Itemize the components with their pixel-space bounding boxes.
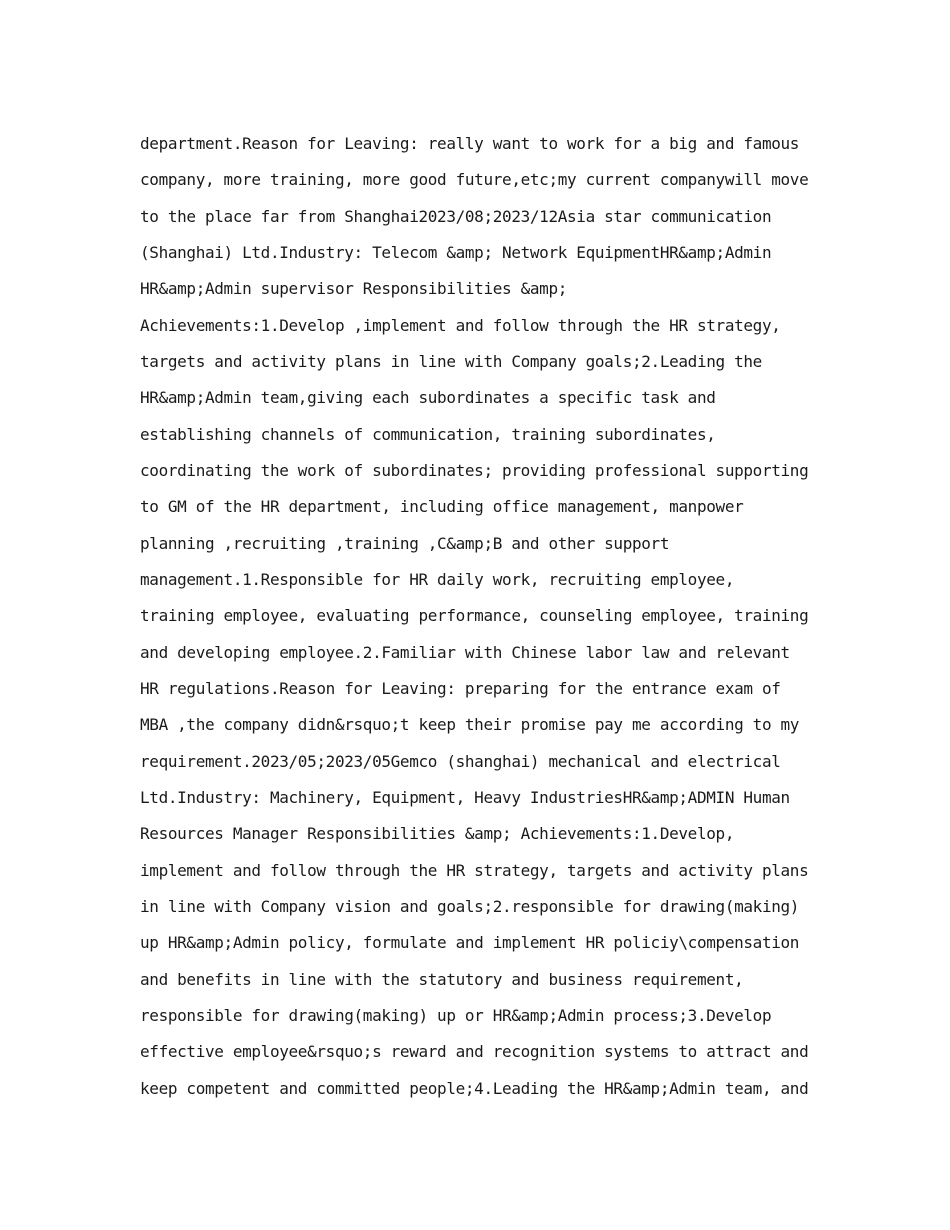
body-text (140, 126, 820, 1107)
text-line: coordinating the work of subordinates; providing professional supporting (140, 460, 809, 480)
text-line: MBA ,the company didn&rsquo;t keep their promise pay me according to my (140, 715, 800, 735)
text-line: Resources Manager Responsibilities &amp; Achievements:1.Develop, (140, 824, 735, 844)
text-line: HR&amp;Admin supervisor Responsibilities &amp; (140, 279, 568, 299)
text-line: keep competent and committed people;4.Leading the HR&amp;Admin team, and (140, 1078, 809, 1098)
text-line: to the place far from Shanghai2023/08;2023/12Asia star communication (140, 206, 772, 226)
text-line: training employee, evaluating performance, counseling employee, training (140, 606, 809, 626)
text-line: implement and follow through the HR strategy, targets and activity plans (140, 860, 809, 880)
text-line: targets and activity plans in line with Company goals;2.Leading the (140, 351, 762, 371)
text-line: Achievements:1.Develop ,implement and follow through the HR strategy, (140, 315, 781, 335)
text-line: company, more training, more good future,etc;my current companywill move (140, 170, 809, 190)
text-line: department.Reason for Leaving: really want to work for a big and famous (140, 134, 800, 153)
text-line: requirement.2023/05;2023/05Gemco (shanghai) mechanical and electrical (140, 751, 781, 771)
text-line: (Shanghai) Ltd.Industry: Telecom &amp; Network EquipmentHR&amp;Admin (140, 242, 772, 262)
text-line: effective employee&rsquo;s reward and recognition systems to attract and (140, 1042, 809, 1062)
text-line: Ltd.Industry: Machinery, Equipment, Heavy IndustriesHR&amp;ADMIN Human (140, 787, 790, 807)
text-line: and developing employee.2.Familiar with Chinese labor law and relevant (140, 642, 790, 662)
text-line: to GM of the HR department, including office management, manpower (140, 497, 744, 517)
text-line: in line with Company vision and goals;2.responsible for drawing(making) (140, 896, 800, 916)
text-line: up HR&amp;Admin policy, formulate and implement HR policiy\compensation (140, 933, 800, 953)
text-line: establishing channels of communication, training subordinates, (140, 424, 716, 444)
text-line: responsible for drawing(making) up or HR&amp;Admin process;3.Develop (140, 1005, 772, 1025)
text-line: management.1.Responsible for HR daily work, recruiting employee, (140, 569, 735, 589)
text-line: HR&amp;Admin team,giving each subordinates a specific task and (140, 388, 716, 408)
text-line: planning ,recruiting ,training ,C&amp;B and other support (140, 533, 670, 553)
text-line: HR regulations.Reason for Leaving: preparing for the entrance exam of (140, 678, 781, 698)
text-line: and benefits in line with the statutory and business requirement, (140, 969, 744, 989)
